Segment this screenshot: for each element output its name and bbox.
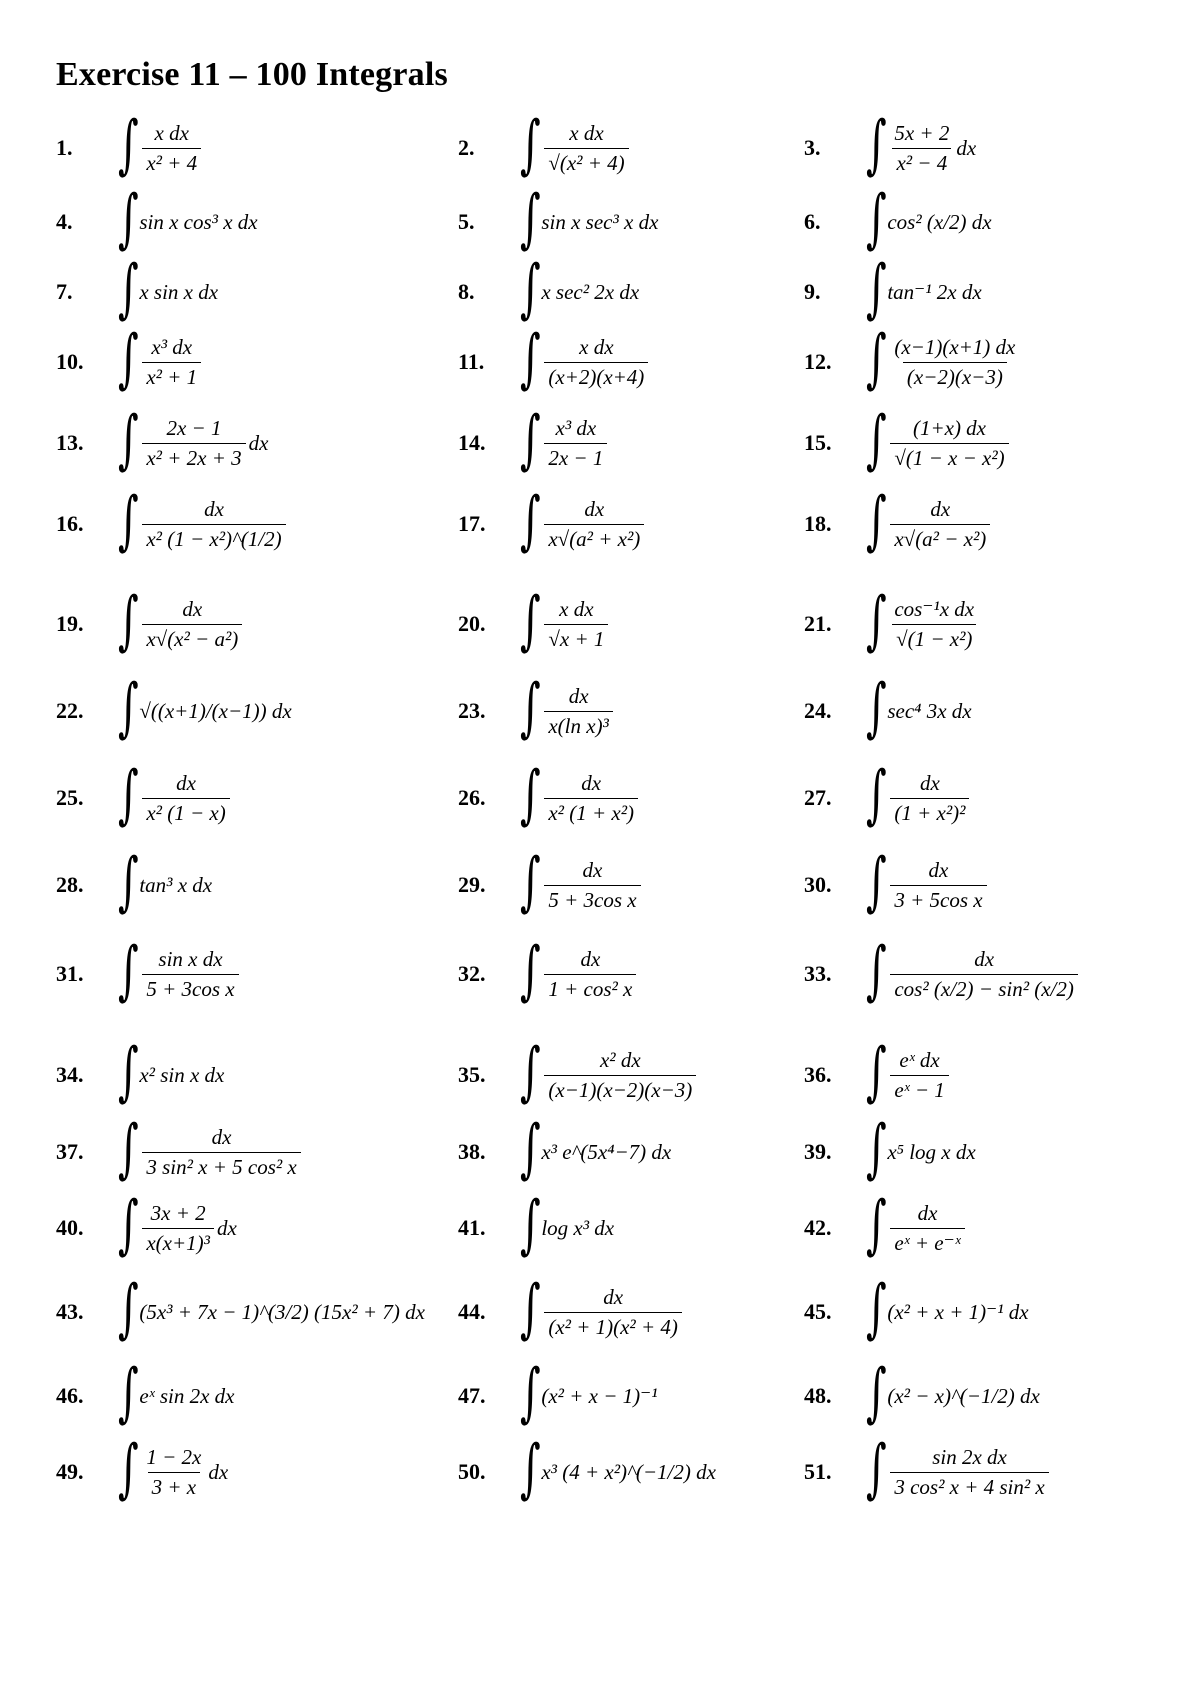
integrand: sec⁴ 3x dx <box>887 698 972 723</box>
integral-expression <box>866 845 990 919</box>
integral-sign-icon: ∫ <box>118 1112 139 1186</box>
fraction <box>142 335 201 388</box>
fraction <box>544 771 638 824</box>
item-number: 48. <box>804 1383 832 1408</box>
numerator: eˣ dx <box>899 1048 940 1073</box>
denominator: x(x+1)³ <box>142 1228 214 1255</box>
item-number: 47. <box>458 1383 486 1408</box>
integrand: (x² + x − 1)⁻¹ <box>541 1383 658 1408</box>
integral-expression <box>866 758 972 832</box>
denominator: 2x − 1 <box>544 443 607 470</box>
item-number: 6. <box>804 209 821 234</box>
integral-sign-icon: ∫ <box>866 484 887 558</box>
numerator: dx <box>176 771 196 796</box>
item-number: 7. <box>56 279 73 304</box>
fraction <box>544 1285 682 1338</box>
integral-sign-icon: ∫ <box>118 758 139 832</box>
integral-sign-icon: ∫ <box>118 1272 139 1346</box>
item-number: 38. <box>458 1139 486 1164</box>
numerator: dx <box>211 1125 232 1150</box>
numerator: dx <box>603 1285 624 1310</box>
numerator: sin 2x dx <box>932 1445 1007 1470</box>
integral-sign-icon: ∫ <box>866 322 887 396</box>
integral-sign-icon: ∫ <box>118 108 139 182</box>
integral-expression <box>520 845 644 919</box>
integral-sign-icon: ∫ <box>118 322 139 396</box>
item-number: 10. <box>56 349 84 374</box>
item-number: 40. <box>56 1215 84 1240</box>
integral-sign-icon: ∫ <box>866 934 887 1008</box>
denominator: √x + 1 <box>544 624 608 651</box>
item-number: 25. <box>56 785 84 810</box>
numerator: 5x + 2 <box>894 121 950 146</box>
page-title: Exercise 11 – 100 Integrals <box>56 56 448 93</box>
fraction <box>142 1445 205 1498</box>
item-number: 15. <box>804 430 832 455</box>
item-number: 13. <box>56 430 84 455</box>
integrand: sin x cos³ x dx <box>139 209 258 234</box>
integral-expression <box>118 1112 304 1186</box>
integral-sign-icon: ∫ <box>520 1356 541 1430</box>
item-number: 12. <box>804 349 832 374</box>
fraction <box>890 416 1008 469</box>
item-number: 21. <box>804 611 832 636</box>
integral-sign-icon: ∫ <box>866 671 887 745</box>
numerator: dx <box>584 497 605 522</box>
integral-expression <box>866 1188 968 1262</box>
integral-sign-icon: ∫ <box>520 1112 541 1186</box>
item-number: 27. <box>804 785 832 810</box>
integral-expression <box>520 108 632 182</box>
denominator: 3 + x <box>148 1472 201 1499</box>
numerator: x dx <box>569 121 604 146</box>
integrand: x² sin x dx <box>139 1062 225 1087</box>
integral-expression <box>866 584 981 658</box>
integral-sign-icon: ∫ <box>520 1188 541 1262</box>
integral-sign-icon: ∫ <box>118 1356 139 1430</box>
item-number: 49. <box>56 1459 84 1484</box>
integral-sign-icon: ∫ <box>520 322 541 396</box>
denominator: 5 + 3cos x <box>544 885 640 912</box>
integrand: x⁵ log x dx <box>887 1139 976 1164</box>
denominator: cos² (x/2) − sin² (x/2) <box>890 974 1078 1001</box>
integrand: x³ (4 + x²)^(−1/2) dx <box>541 1459 716 1484</box>
integral-expression <box>520 934 639 1008</box>
integral-sign-icon: ∫ <box>520 182 541 256</box>
integral-sign-icon: ∫ <box>866 1112 887 1186</box>
fraction <box>142 416 245 469</box>
integral-sign-icon: ∫ <box>520 934 541 1008</box>
integral-expression <box>118 934 242 1008</box>
denominator: x² + 1 <box>142 362 201 389</box>
denominator: 1 + cos² x <box>544 974 636 1001</box>
item-number: 29. <box>458 872 486 897</box>
item-number: 19. <box>56 611 84 636</box>
integral-sign-icon: ∫ <box>520 252 541 326</box>
numerator: x dx <box>559 597 594 622</box>
item-number: 32. <box>458 961 486 986</box>
integral-expression <box>866 934 1081 1008</box>
fraction <box>142 121 201 174</box>
integral-sign-icon: ∫ <box>118 1188 139 1262</box>
item-number: 41. <box>458 1215 486 1240</box>
integrand: sin x sec³ x dx <box>541 209 659 234</box>
integral-expression <box>520 1112 672 1186</box>
item-number: 31. <box>56 961 84 986</box>
integral-expression <box>118 182 258 256</box>
integral-sign-icon: ∫ <box>520 484 541 558</box>
integral-sign-icon: ∫ <box>118 584 139 658</box>
integrand: cos² (x/2) dx <box>887 209 992 234</box>
integral-sign-icon: ∫ <box>866 252 887 326</box>
integrand: tan³ x dx <box>139 872 213 897</box>
item-number: 34. <box>56 1062 84 1087</box>
integral-expression <box>118 108 204 182</box>
integral-expression <box>866 1432 1052 1506</box>
numerator: sin x dx <box>158 947 223 972</box>
integral-expression <box>520 584 611 658</box>
fraction <box>142 1125 300 1178</box>
integral-expression <box>866 1272 1029 1346</box>
integral-expression <box>118 252 219 326</box>
fraction <box>890 497 990 550</box>
fraction <box>544 121 628 174</box>
integral-expression <box>866 403 1012 477</box>
integral-sign-icon: ∫ <box>520 1035 541 1109</box>
integral-sign-icon: ∫ <box>866 108 887 182</box>
numerator: dx <box>581 771 602 796</box>
numerator: x³ dx <box>555 416 597 441</box>
numerator: (1+x) dx <box>912 416 987 441</box>
integrand: x sec² 2x dx <box>541 279 640 304</box>
differential: dx <box>216 1215 237 1240</box>
integral-expression <box>118 1356 235 1430</box>
integral-sign-icon: ∫ <box>520 1432 541 1506</box>
item-number: 3. <box>804 135 821 160</box>
item-number: 9. <box>804 279 821 304</box>
numerator: dx <box>919 771 940 796</box>
integral-expression <box>866 322 1022 396</box>
item-number: 17. <box>458 511 486 536</box>
fraction <box>544 416 607 469</box>
denominator: √(1 − x − x²) <box>890 443 1008 470</box>
item-number: 26. <box>458 785 486 810</box>
numerator: cos⁻¹x dx <box>894 597 975 622</box>
denominator: x√(x² − a²) <box>142 624 242 651</box>
numerator: dx <box>930 497 951 522</box>
integral-expression <box>118 484 289 558</box>
integral-sign-icon: ∫ <box>520 403 541 477</box>
integral-expression <box>520 1188 615 1262</box>
numerator: 1 − 2x <box>146 1445 202 1470</box>
integral-expression <box>118 845 213 919</box>
denominator: √(x² + 4) <box>544 148 628 175</box>
denominator: √(1 − x²) <box>892 624 976 651</box>
integral-sign-icon: ∫ <box>866 1035 887 1109</box>
fraction <box>890 1445 1048 1498</box>
integrand: (5x³ + 7x − 1)^(3/2) (15x² + 7) dx <box>139 1299 425 1324</box>
integral-expression <box>520 1356 658 1430</box>
integral-expression <box>520 182 659 256</box>
integrand: log x³ dx <box>541 1215 615 1240</box>
item-number: 50. <box>458 1459 486 1484</box>
denominator: (1 + x²)² <box>890 798 969 825</box>
denominator: x(ln x)³ <box>544 711 613 738</box>
item-number: 39. <box>804 1139 832 1164</box>
integral-expression <box>520 252 640 326</box>
item-number: 14. <box>458 430 486 455</box>
fraction <box>890 335 1019 388</box>
fraction <box>544 1048 696 1101</box>
fraction <box>890 1048 948 1101</box>
item-number: 22. <box>56 698 84 723</box>
denominator: 3 sin² x + 5 cos² x <box>142 1152 300 1179</box>
integral-sign-icon: ∫ <box>866 584 887 658</box>
integral-expression <box>520 758 641 832</box>
denominator: (x−2)(x−3) <box>903 362 1007 389</box>
denominator: x√(a² + x²) <box>544 524 644 551</box>
integral-expression <box>866 484 993 558</box>
fraction <box>544 335 648 388</box>
integral-expression <box>866 1035 952 1109</box>
item-number: 20. <box>458 611 486 636</box>
fraction <box>890 947 1078 1000</box>
fraction <box>142 497 285 550</box>
item-number: 35. <box>458 1062 486 1087</box>
item-number: 44. <box>458 1299 486 1324</box>
item-number: 51. <box>804 1459 832 1484</box>
denominator: x² (1 + x²) <box>544 798 638 825</box>
integral-sign-icon: ∫ <box>866 1272 887 1346</box>
integral-sign-icon: ∫ <box>866 1188 887 1262</box>
integral-sign-icon: ∫ <box>118 484 139 558</box>
fraction <box>142 1201 214 1254</box>
integral-sign-icon: ∫ <box>118 1432 139 1506</box>
integral-sign-icon: ∫ <box>520 1272 541 1346</box>
integrand: eˣ sin 2x dx <box>139 1383 235 1408</box>
item-number: 37. <box>56 1139 84 1164</box>
integral-sign-icon: ∫ <box>118 671 139 745</box>
integral-expression <box>118 1432 229 1506</box>
integrand: tan⁻¹ 2x dx <box>887 279 982 304</box>
numerator: x² dx <box>599 1048 641 1073</box>
fraction <box>890 771 969 824</box>
numerator: x dx <box>154 121 189 146</box>
integral-sign-icon: ∫ <box>118 252 139 326</box>
integral-expression <box>866 252 982 326</box>
integrand: (x² + x + 1)⁻¹ dx <box>887 1299 1029 1324</box>
numerator: 2x − 1 <box>166 416 222 441</box>
integral-expression <box>118 403 269 477</box>
numerator: (x−1)(x+1) dx <box>894 335 1016 360</box>
integral-sign-icon: ∫ <box>866 845 887 919</box>
item-number: 30. <box>804 872 832 897</box>
numerator: dx <box>204 497 224 522</box>
integral-expression <box>118 1272 425 1346</box>
integral-expression <box>866 1112 976 1186</box>
numerator: dx <box>580 947 601 972</box>
fraction <box>890 121 953 174</box>
denominator: eˣ − 1 <box>890 1075 948 1102</box>
numerator: dx <box>928 858 949 883</box>
numerator: dx <box>568 684 589 709</box>
item-number: 43. <box>56 1299 84 1324</box>
item-number: 18. <box>804 511 832 536</box>
differential: dx <box>956 135 977 160</box>
fraction <box>890 597 978 650</box>
integrand: √((x+1)/(x−1)) dx <box>139 698 292 723</box>
fraction <box>544 947 636 1000</box>
denominator: x² + 4 <box>142 148 201 175</box>
item-number: 5. <box>458 209 475 234</box>
fraction <box>142 771 229 824</box>
integral-sign-icon: ∫ <box>520 845 541 919</box>
integral-expression <box>520 671 616 745</box>
denominator: (x+2)(x+4) <box>544 362 648 389</box>
item-number: 46. <box>56 1383 84 1408</box>
denominator: x² (1 − x) <box>142 798 229 825</box>
integral-sign-icon: ∫ <box>118 403 139 477</box>
denominator: eˣ + e⁻ˣ <box>890 1228 964 1255</box>
integral-expression <box>520 484 647 558</box>
fraction <box>544 497 644 550</box>
integral-expression <box>118 584 245 658</box>
differential: dx <box>248 430 269 455</box>
integral-expression <box>520 322 651 396</box>
item-number: 8. <box>458 279 475 304</box>
integral-sign-icon: ∫ <box>866 758 887 832</box>
numerator: 3x + 2 <box>150 1201 206 1226</box>
differential: dx <box>208 1459 229 1484</box>
integral-expression <box>866 671 972 745</box>
integral-sign-icon: ∫ <box>520 671 541 745</box>
item-number: 16. <box>56 511 84 536</box>
item-number: 1. <box>56 135 73 160</box>
numerator: dx <box>917 1201 938 1226</box>
item-number: 4. <box>56 209 73 234</box>
integral-sign-icon: ∫ <box>520 758 541 832</box>
fraction <box>142 947 238 1000</box>
integrand: x sin x dx <box>139 279 219 304</box>
denominator: 5 + 3cos x <box>142 974 238 1001</box>
integral-sign-icon: ∫ <box>520 108 541 182</box>
item-number: 11. <box>458 349 485 374</box>
integral-expression <box>520 1432 716 1506</box>
integral-expression <box>520 1272 685 1346</box>
item-number: 42. <box>804 1215 832 1240</box>
integral-sign-icon: ∫ <box>118 182 139 256</box>
denominator: 3 + 5cos x <box>890 885 986 912</box>
integral-expression <box>866 182 992 256</box>
item-number: 2. <box>458 135 475 160</box>
integral-sign-icon: ∫ <box>866 182 887 256</box>
fraction <box>544 684 613 737</box>
integral-expression <box>118 671 292 745</box>
integral-expression <box>520 403 610 477</box>
item-number: 24. <box>804 698 832 723</box>
integral-sign-icon: ∫ <box>118 1035 139 1109</box>
item-number: 23. <box>458 698 486 723</box>
denominator: x² (1 − x²)^(1/2) <box>142 524 285 551</box>
integral-expression <box>118 758 233 832</box>
integral-sign-icon: ∫ <box>866 1356 887 1430</box>
numerator: x dx <box>579 335 614 360</box>
denominator: x√(a² − x²) <box>890 524 990 551</box>
denominator: (x−1)(x−2)(x−3) <box>544 1075 696 1102</box>
integral-expression <box>866 108 977 182</box>
integral-expression <box>118 1188 237 1262</box>
numerator: dx <box>582 858 603 883</box>
integrand: x³ e^(5x⁴−7) dx <box>541 1139 672 1164</box>
integral-sign-icon: ∫ <box>118 845 139 919</box>
fraction <box>890 858 986 911</box>
integral-sign-icon: ∫ <box>520 584 541 658</box>
denominator: x² − 4 <box>892 148 951 175</box>
denominator: 3 cos² x + 4 sin² x <box>890 1472 1048 1499</box>
fraction <box>142 597 242 650</box>
denominator: (x² + 1)(x² + 4) <box>544 1312 682 1339</box>
numerator: x³ dx <box>151 335 193 360</box>
fraction <box>544 858 640 911</box>
integral-expression <box>520 1035 699 1109</box>
integral-expression <box>866 1356 1040 1430</box>
integral-sign-icon: ∫ <box>118 934 139 1008</box>
denominator: x² + 2x + 3 <box>142 443 245 470</box>
integral-sign-icon: ∫ <box>866 403 887 477</box>
integral-expression <box>118 1035 225 1109</box>
integrand: (x² − x)^(−1/2) dx <box>887 1383 1040 1408</box>
item-number: 33. <box>804 961 832 986</box>
numerator: dx <box>974 947 995 972</box>
numerator: dx <box>182 597 203 622</box>
item-number: 36. <box>804 1062 832 1087</box>
integral-sign-icon: ∫ <box>866 1432 887 1506</box>
integral-expression <box>118 322 204 396</box>
item-number: 45. <box>804 1299 832 1324</box>
fraction <box>544 597 608 650</box>
item-number: 28. <box>56 872 84 897</box>
fraction <box>890 1201 964 1254</box>
